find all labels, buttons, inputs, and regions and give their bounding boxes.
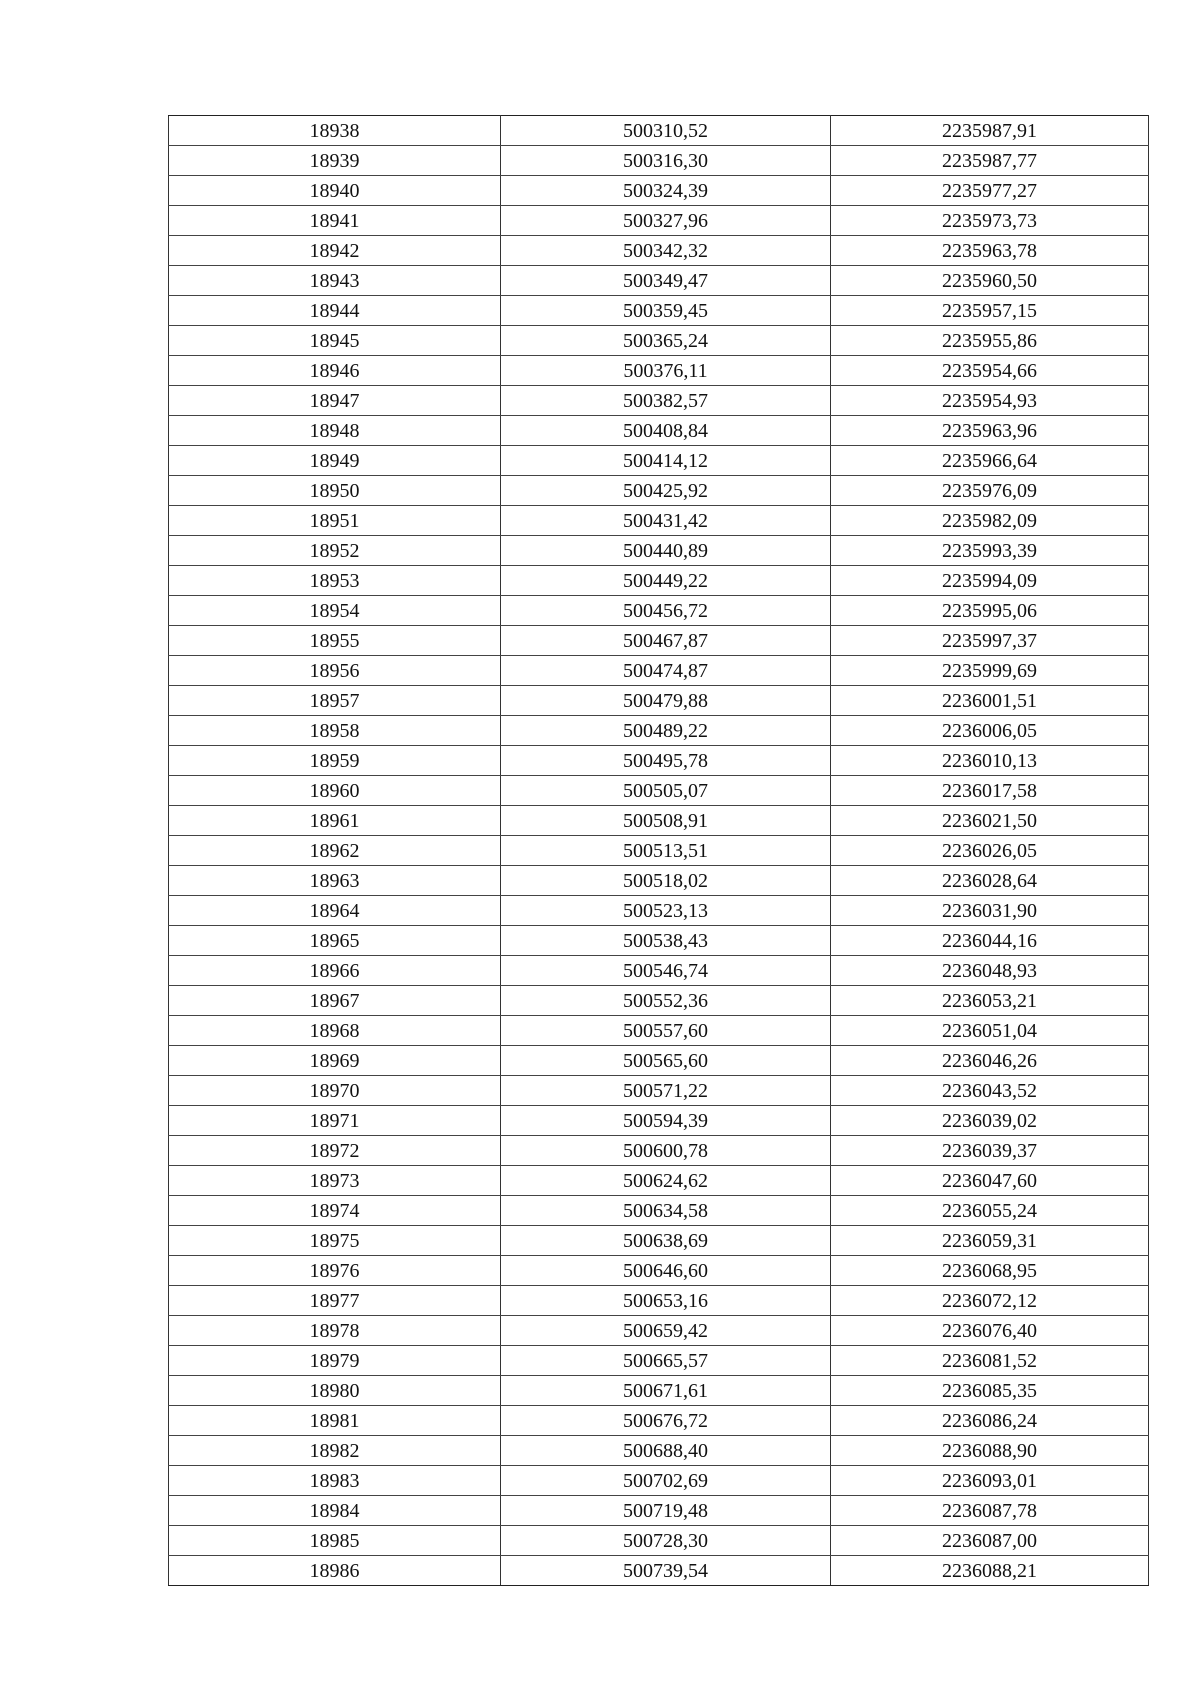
y-coordinate-cell: 2235966,64 xyxy=(831,446,1149,476)
x-coordinate-cell: 500688,40 xyxy=(501,1436,831,1466)
y-coordinate-cell: 2236046,26 xyxy=(831,1046,1149,1076)
x-coordinate-cell: 500594,39 xyxy=(501,1106,831,1136)
x-coordinate-cell: 500359,45 xyxy=(501,296,831,326)
y-coordinate-cell: 2235955,86 xyxy=(831,326,1149,356)
point-number-cell: 18965 xyxy=(169,926,501,956)
table-row xyxy=(169,1076,1149,1106)
point-number-cell: 18984 xyxy=(169,1496,501,1526)
point-number-cell: 18960 xyxy=(169,776,501,806)
table-row xyxy=(169,1466,1149,1496)
table-row xyxy=(169,806,1149,836)
y-coordinate-cell: 2236017,58 xyxy=(831,776,1149,806)
point-number-cell: 18973 xyxy=(169,1166,501,1196)
point-number-cell: 18945 xyxy=(169,326,501,356)
point-number-cell: 18970 xyxy=(169,1076,501,1106)
table-row xyxy=(169,1376,1149,1406)
x-coordinate-cell: 500728,30 xyxy=(501,1526,831,1556)
point-number-cell: 18950 xyxy=(169,476,501,506)
y-coordinate-cell: 2236081,52 xyxy=(831,1346,1149,1376)
point-number-cell: 18981 xyxy=(169,1406,501,1436)
x-coordinate-cell: 500719,48 xyxy=(501,1496,831,1526)
table-row xyxy=(169,1346,1149,1376)
x-coordinate-cell: 500349,47 xyxy=(501,266,831,296)
point-number-cell: 18974 xyxy=(169,1196,501,1226)
x-coordinate-cell: 500600,78 xyxy=(501,1136,831,1166)
point-number-cell: 18985 xyxy=(169,1526,501,1556)
table-row xyxy=(169,1286,1149,1316)
x-coordinate-cell: 500508,91 xyxy=(501,806,831,836)
point-number-cell: 18983 xyxy=(169,1466,501,1496)
table-row xyxy=(169,1106,1149,1136)
y-coordinate-cell: 2236010,13 xyxy=(831,746,1149,776)
y-coordinate-cell: 2236021,50 xyxy=(831,806,1149,836)
x-coordinate-cell: 500523,13 xyxy=(501,896,831,926)
point-number-cell: 18944 xyxy=(169,296,501,326)
point-number-cell: 18963 xyxy=(169,866,501,896)
point-number-cell: 18951 xyxy=(169,506,501,536)
table-row xyxy=(169,146,1149,176)
point-number-cell: 18961 xyxy=(169,806,501,836)
table-row xyxy=(169,926,1149,956)
x-coordinate-cell: 500659,42 xyxy=(501,1316,831,1346)
x-coordinate-cell: 500665,57 xyxy=(501,1346,831,1376)
x-coordinate-cell: 500365,24 xyxy=(501,326,831,356)
y-coordinate-cell: 2236087,00 xyxy=(831,1526,1149,1556)
point-number-cell: 18966 xyxy=(169,956,501,986)
y-coordinate-cell: 2236088,90 xyxy=(831,1436,1149,1466)
x-coordinate-cell: 500382,57 xyxy=(501,386,831,416)
point-number-cell: 18954 xyxy=(169,596,501,626)
table-row xyxy=(169,956,1149,986)
table-row xyxy=(169,506,1149,536)
x-coordinate-cell: 500449,22 xyxy=(501,566,831,596)
x-coordinate-cell: 500638,69 xyxy=(501,1226,831,1256)
table-row xyxy=(169,296,1149,326)
y-coordinate-cell: 2236076,40 xyxy=(831,1316,1149,1346)
y-coordinate-cell: 2235973,73 xyxy=(831,206,1149,236)
y-coordinate-cell: 2236072,12 xyxy=(831,1286,1149,1316)
table-row xyxy=(169,1526,1149,1556)
y-coordinate-cell: 2235987,91 xyxy=(831,116,1149,146)
x-coordinate-cell: 500456,72 xyxy=(501,596,831,626)
y-coordinate-cell: 2235987,77 xyxy=(831,146,1149,176)
y-coordinate-cell: 2235963,96 xyxy=(831,416,1149,446)
table-row xyxy=(169,1046,1149,1076)
point-number-cell: 18968 xyxy=(169,1016,501,1046)
y-coordinate-cell: 2236006,05 xyxy=(831,716,1149,746)
table-row xyxy=(169,536,1149,566)
y-coordinate-cell: 2236051,04 xyxy=(831,1016,1149,1046)
y-coordinate-cell: 2236047,60 xyxy=(831,1166,1149,1196)
x-coordinate-cell: 500414,12 xyxy=(501,446,831,476)
point-number-cell: 18972 xyxy=(169,1136,501,1166)
table-row xyxy=(169,746,1149,776)
point-number-cell: 18946 xyxy=(169,356,501,386)
y-coordinate-cell: 2235954,66 xyxy=(831,356,1149,386)
x-coordinate-cell: 500310,52 xyxy=(501,116,831,146)
x-coordinate-cell: 500565,60 xyxy=(501,1046,831,1076)
y-coordinate-cell: 2236093,01 xyxy=(831,1466,1149,1496)
table-row xyxy=(169,416,1149,446)
y-coordinate-cell: 2235994,09 xyxy=(831,566,1149,596)
table-row xyxy=(169,656,1149,686)
y-coordinate-cell: 2236087,78 xyxy=(831,1496,1149,1526)
table-row xyxy=(169,1256,1149,1286)
table-row xyxy=(169,596,1149,626)
x-coordinate-cell: 500513,51 xyxy=(501,836,831,866)
point-number-cell: 18969 xyxy=(169,1046,501,1076)
x-coordinate-cell: 500316,30 xyxy=(501,146,831,176)
y-coordinate-cell: 2235982,09 xyxy=(831,506,1149,536)
x-coordinate-cell: 500467,87 xyxy=(501,626,831,656)
y-coordinate-cell: 2235977,27 xyxy=(831,176,1149,206)
table-row xyxy=(169,476,1149,506)
y-coordinate-cell: 2236085,35 xyxy=(831,1376,1149,1406)
table-row xyxy=(169,386,1149,416)
y-coordinate-cell: 2236031,90 xyxy=(831,896,1149,926)
y-coordinate-cell: 2236044,16 xyxy=(831,926,1149,956)
point-number-cell: 18942 xyxy=(169,236,501,266)
y-coordinate-cell: 2235995,06 xyxy=(831,596,1149,626)
x-coordinate-cell: 500653,16 xyxy=(501,1286,831,1316)
point-number-cell: 18986 xyxy=(169,1556,501,1586)
point-number-cell: 18940 xyxy=(169,176,501,206)
y-coordinate-cell: 2236028,64 xyxy=(831,866,1149,896)
table-row xyxy=(169,1226,1149,1256)
x-coordinate-cell: 500425,92 xyxy=(501,476,831,506)
table-row xyxy=(169,1436,1149,1466)
table-row xyxy=(169,1136,1149,1166)
x-coordinate-cell: 500552,36 xyxy=(501,986,831,1016)
point-number-cell: 18953 xyxy=(169,566,501,596)
x-coordinate-cell: 500342,32 xyxy=(501,236,831,266)
table-row xyxy=(169,266,1149,296)
point-number-cell: 18941 xyxy=(169,206,501,236)
point-number-cell: 18982 xyxy=(169,1436,501,1466)
point-number-cell: 18956 xyxy=(169,656,501,686)
x-coordinate-cell: 500538,43 xyxy=(501,926,831,956)
table-row xyxy=(169,716,1149,746)
table-row xyxy=(169,236,1149,266)
x-coordinate-cell: 500327,96 xyxy=(501,206,831,236)
y-coordinate-cell: 2236068,95 xyxy=(831,1256,1149,1286)
y-coordinate-cell: 2235993,39 xyxy=(831,536,1149,566)
table-row xyxy=(169,176,1149,206)
table-row xyxy=(169,836,1149,866)
x-coordinate-cell: 500546,74 xyxy=(501,956,831,986)
y-coordinate-cell: 2236055,24 xyxy=(831,1196,1149,1226)
x-coordinate-cell: 500495,78 xyxy=(501,746,831,776)
y-coordinate-cell: 2236048,93 xyxy=(831,956,1149,986)
y-coordinate-cell: 2236026,05 xyxy=(831,836,1149,866)
y-coordinate-cell: 2235999,69 xyxy=(831,656,1149,686)
point-number-cell: 18952 xyxy=(169,536,501,566)
x-coordinate-cell: 500624,62 xyxy=(501,1166,831,1196)
y-coordinate-cell: 2236059,31 xyxy=(831,1226,1149,1256)
y-coordinate-cell: 2235963,78 xyxy=(831,236,1149,266)
x-coordinate-cell: 500557,60 xyxy=(501,1016,831,1046)
table-row xyxy=(169,686,1149,716)
x-coordinate-cell: 500505,07 xyxy=(501,776,831,806)
y-coordinate-cell: 2236086,24 xyxy=(831,1406,1149,1436)
table-row xyxy=(169,1316,1149,1346)
y-coordinate-cell: 2235954,93 xyxy=(831,386,1149,416)
table-row xyxy=(169,326,1149,356)
table-row xyxy=(169,776,1149,806)
y-coordinate-cell: 2236043,52 xyxy=(831,1076,1149,1106)
x-coordinate-cell: 500431,42 xyxy=(501,506,831,536)
point-number-cell: 18955 xyxy=(169,626,501,656)
point-number-cell: 18959 xyxy=(169,746,501,776)
point-number-cell: 18939 xyxy=(169,146,501,176)
table-row xyxy=(169,1196,1149,1226)
x-coordinate-cell: 500489,22 xyxy=(501,716,831,746)
point-number-cell: 18949 xyxy=(169,446,501,476)
table-row xyxy=(169,446,1149,476)
table-row xyxy=(169,1016,1149,1046)
point-number-cell: 18967 xyxy=(169,986,501,1016)
x-coordinate-cell: 500376,11 xyxy=(501,356,831,386)
x-coordinate-cell: 500646,60 xyxy=(501,1256,831,1286)
point-number-cell: 18962 xyxy=(169,836,501,866)
point-number-cell: 18938 xyxy=(169,116,501,146)
y-coordinate-cell: 2236088,21 xyxy=(831,1556,1149,1586)
y-coordinate-cell: 2235976,09 xyxy=(831,476,1149,506)
point-number-cell: 18943 xyxy=(169,266,501,296)
x-coordinate-cell: 500440,89 xyxy=(501,536,831,566)
x-coordinate-cell: 500671,61 xyxy=(501,1376,831,1406)
table-row xyxy=(169,896,1149,926)
table-row xyxy=(169,116,1149,146)
table-row xyxy=(169,566,1149,596)
point-number-cell: 18971 xyxy=(169,1106,501,1136)
y-coordinate-cell: 2236039,02 xyxy=(831,1106,1149,1136)
point-number-cell: 18979 xyxy=(169,1346,501,1376)
x-coordinate-cell: 500518,02 xyxy=(501,866,831,896)
x-coordinate-cell: 500739,54 xyxy=(501,1556,831,1586)
x-coordinate-cell: 500634,58 xyxy=(501,1196,831,1226)
coordinates-table-body xyxy=(169,116,1149,1586)
table-row xyxy=(169,356,1149,386)
point-number-cell: 18958 xyxy=(169,716,501,746)
table-row xyxy=(169,866,1149,896)
y-coordinate-cell: 2236053,21 xyxy=(831,986,1149,1016)
table-row xyxy=(169,1496,1149,1526)
x-coordinate-cell: 500474,87 xyxy=(501,656,831,686)
x-coordinate-cell: 500702,69 xyxy=(501,1466,831,1496)
point-number-cell: 18976 xyxy=(169,1256,501,1286)
y-coordinate-cell: 2236001,51 xyxy=(831,686,1149,716)
table-row xyxy=(169,1406,1149,1436)
point-number-cell: 18975 xyxy=(169,1226,501,1256)
point-number-cell: 18980 xyxy=(169,1376,501,1406)
x-coordinate-cell: 500571,22 xyxy=(501,1076,831,1106)
y-coordinate-cell: 2236039,37 xyxy=(831,1136,1149,1166)
coordinates-table xyxy=(168,115,1149,1586)
x-coordinate-cell: 500676,72 xyxy=(501,1406,831,1436)
point-number-cell: 18947 xyxy=(169,386,501,416)
y-coordinate-cell: 2235960,50 xyxy=(831,266,1149,296)
table-row xyxy=(169,986,1149,1016)
table-row xyxy=(169,206,1149,236)
y-coordinate-cell: 2235957,15 xyxy=(831,296,1149,326)
x-coordinate-cell: 500324,39 xyxy=(501,176,831,206)
x-coordinate-cell: 500479,88 xyxy=(501,686,831,716)
table-row xyxy=(169,1166,1149,1196)
point-number-cell: 18957 xyxy=(169,686,501,716)
table-row xyxy=(169,1556,1149,1586)
point-number-cell: 18948 xyxy=(169,416,501,446)
y-coordinate-cell: 2235997,37 xyxy=(831,626,1149,656)
point-number-cell: 18978 xyxy=(169,1316,501,1346)
x-coordinate-cell: 500408,84 xyxy=(501,416,831,446)
point-number-cell: 18964 xyxy=(169,896,501,926)
table-row xyxy=(169,626,1149,656)
point-number-cell: 18977 xyxy=(169,1286,501,1316)
